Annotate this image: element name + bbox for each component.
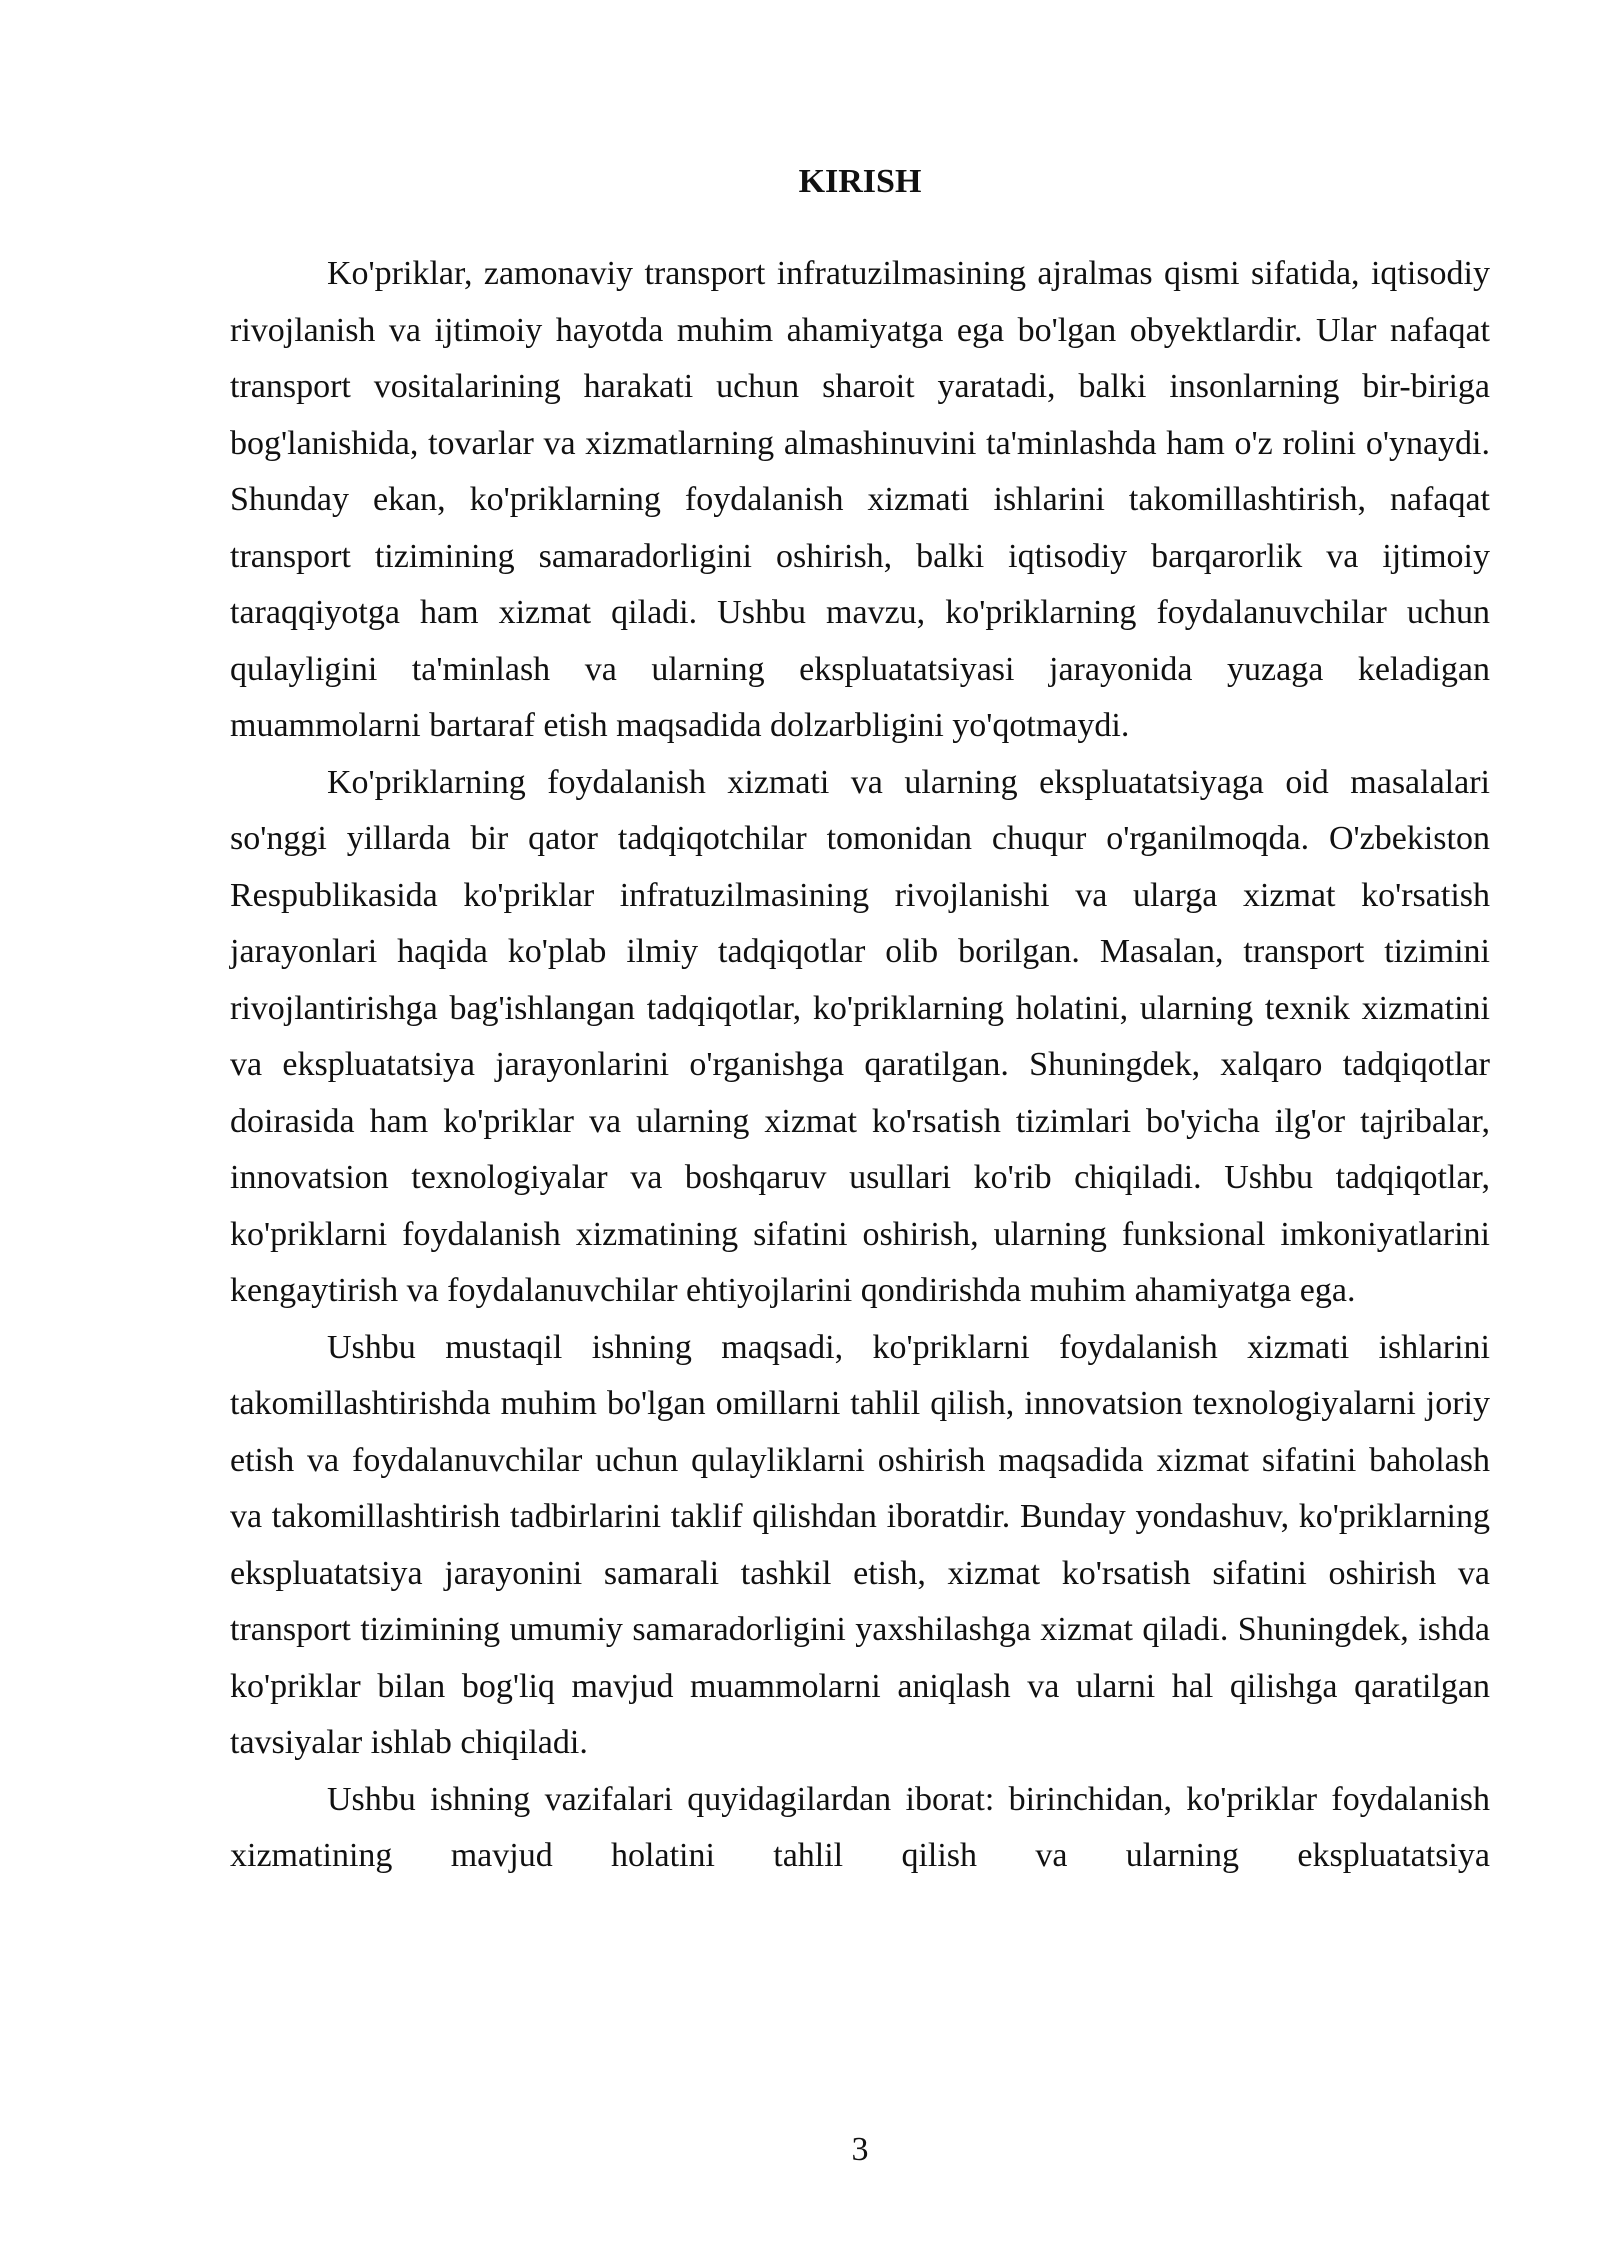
paragraph-research: Ko'priklarning foydalanish xizmati va ularning ekspluatatsiyaga oid masalalari so'nggi yillarda bir qator tadqiqotchilar tomonidan chuqur o'rganilmoqda. O'zbekiston Respublikasida ko'priklar infratuzilmasining rivojlanishi va ularga xizmat ko'rsatish jarayonlari haqida ko'plab ilmiy tadqiqotlar olib borilgan. Masalan, transport tizimini rivojlantirishga bag'ishlangan tadqiqotlar, ko'priklarning holatini, ularning texnik xizmatini va ekspluatatsiya jarayonlarini o'rganishga qaratilgan. Shuningdek, xalqaro tadqiqotlar doirasida ham ko'priklar va ularning xizmat ko'rsatish tizimlari bo'yicha ilg'or tajribalar, innovatsion texnologiyalar va boshqaruv usullari ko'rib chiqiladi. Ushbu tadqiqotlar, ko'priklarni foydalanish xizmatining sifatini oshirish, ularning funksional imkoniyatlarini kengaytirish va foydalanuvchilar ehtiyojlarini qondirishda muhim ahamiyatga ega. xyxy=(230,763,1490,1309)
paragraph-goal: Ushbu mustaqil ishning maqsadi, ko'priklarni foydalanish xizmati ishlarini takomillashtirishda muhim bo'lgan omillarni tahlil qilish, innovatsion texnologiyalarni joriy etish va foydalanuvchilar uchun qulayliklarni oshirish maqsadida xizmat sifatini baholash va takomillashtirish tadbirlarini taklif qilishdan iboratdir. Bunday yondashuv, ko'priklarning ekspluatatsiya jarayonini samarali tashkil etish, xizmat ko'rsatish sifatini oshirish va transport tizimining umumiy samaradorligini yaxshilashga xizmat qiladi. Shuningdek, ishda ko'priklar bilan bog'liq mavjud muammolarni aniqlash va ularni hal qilishga qaratilgan tavsiyalar ishlab chiqiladi. xyxy=(230,1328,1490,1761)
paragraph-intro: Ko'priklar, zamonaviy transport infratuzilmasining ajralmas qismi sifatida, iqtisodiy rivojlanish va ijtimoiy hayotda muhim ahamiyatga ega bo'lgan obyektlardir. Ular nafaqat transport vositalarining harakati uchun sharoit yaratadi, balki insonlarning bir-biriga bog'lanishida, tovarlar va xizmatlarning almashinuvini ta'minlashda ham o'z rolini o'ynaydi. Shunday ekan, ko'priklarning foydalanish xizmati ishlarini takomillashtirish, nafaqat transport tizimining samaradorligini oshirish, balki iqtisodiy barqarorlik va ijtimoiy taraqqiyotga ham xizmat qiladi. Ushbu mavzu, ko'priklarning foydalanuvchilar uchun qulayligini ta'minlash va ularning ekspluatatsiyasi jarayonida yuzaga keladigan muammolarni bartaraf etish maqsadida dolzarbligini yo'qotmaydi. xyxy=(230,255,1490,744)
page-title: KIRISH xyxy=(798,163,922,200)
body-text xyxy=(230,246,1490,1885)
page-number: 3 xyxy=(851,2131,869,2168)
paragraph-tasks: Ushbu ishning vazifalari quyidagilardan iborat: birinchidan, ko'priklar foydalanish xizmatining mavjud holatini tahlil qilish va ularning ekspluatatsiya xyxy=(230,1780,1490,1874)
